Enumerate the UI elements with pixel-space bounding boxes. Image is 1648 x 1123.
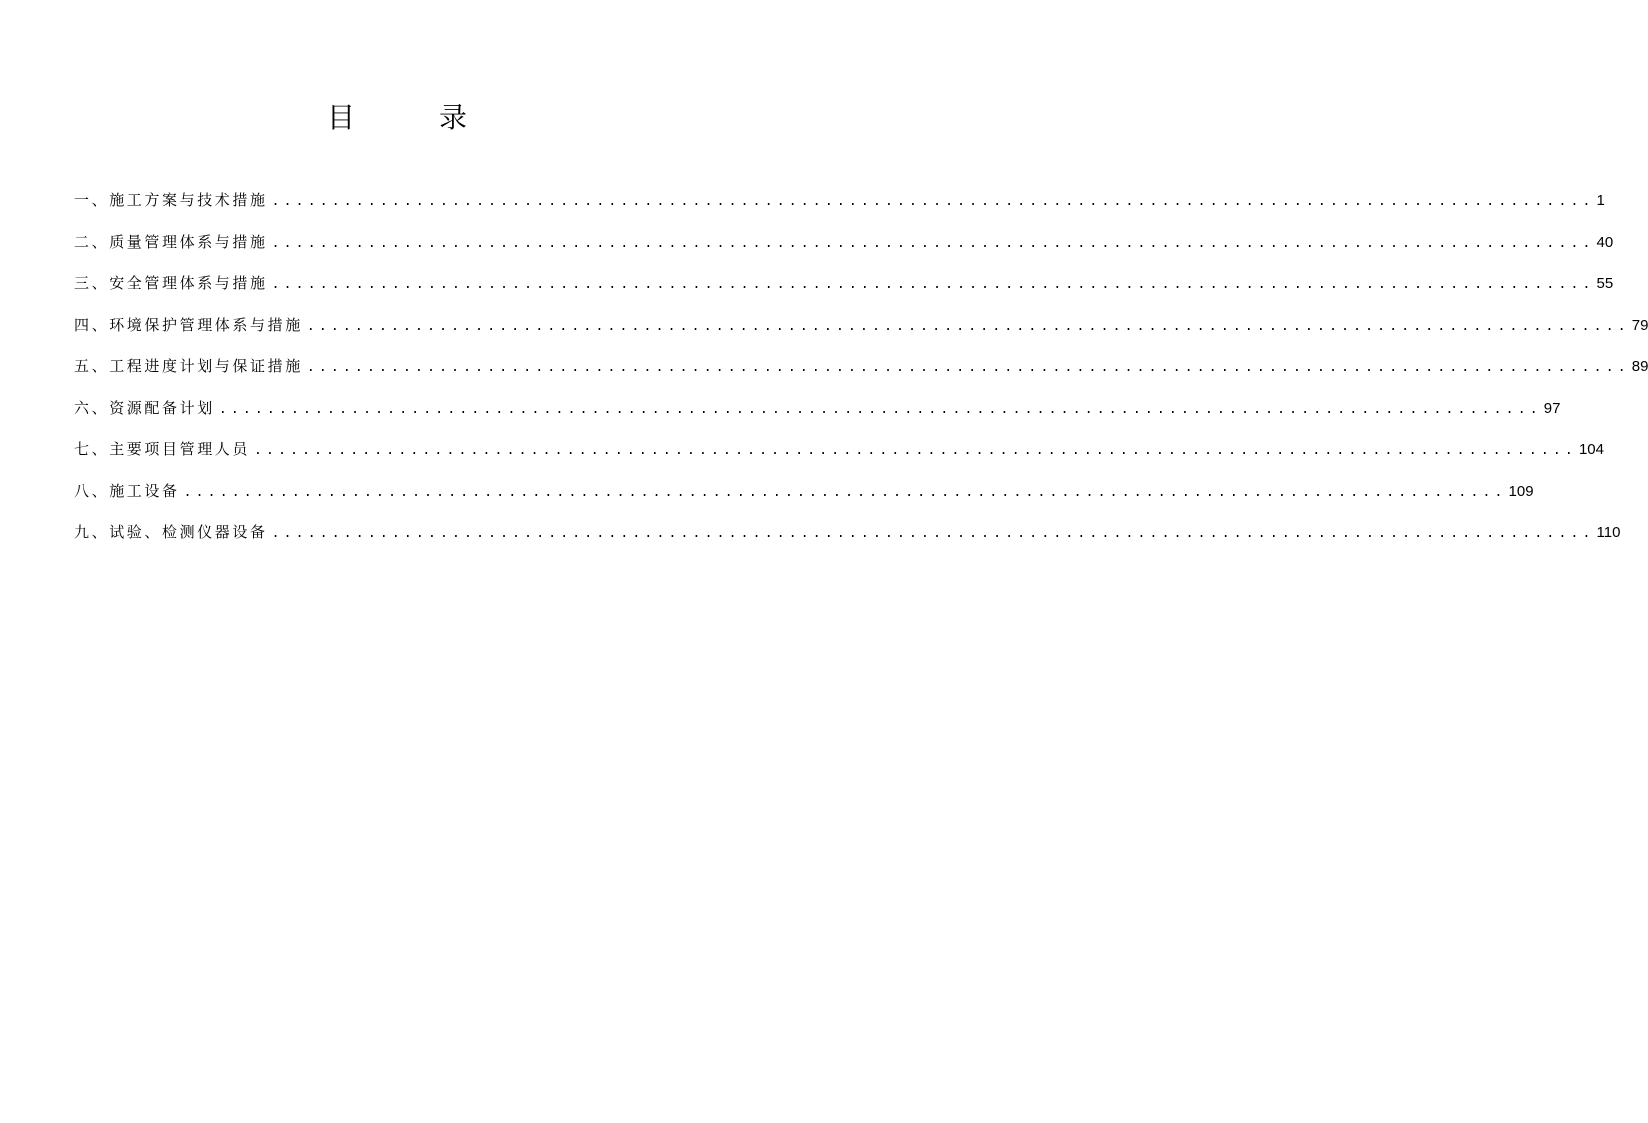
toc-entry-page-number: 104 [1578,441,1604,458]
toc-entry[interactable] [74,228,1614,270]
toc-entry[interactable] [74,518,1621,560]
page-title: 目 录 [326,101,495,134]
toc-entry-page-number: 40 [1596,233,1614,251]
dot-leader: .............................................................................................................. [271,194,1595,209]
toc-entry[interactable] [74,186,1605,228]
toc-entry-label: 三、安全管理体系与措施 [74,274,268,292]
dot-leader: .............................................................................................................. [254,443,1577,458]
toc-entry-page-number: 97 [1543,399,1561,417]
toc-entry-label: 二、质量管理体系与措施 [74,232,268,251]
dot-leader: .............................................................................................................. [306,318,1630,334]
toc-entry-label: 五、工程进度计划与保证措施 [74,357,303,375]
toc-entry[interactable] [74,311,1648,353]
table-of-contents [74,186,1648,560]
toc-entry-label: 六、资源配备计划 [74,398,215,417]
toc-entry-page-number: 55 [1596,275,1614,292]
toc-entry-page-number: 89 [1631,358,1648,375]
dot-leader: .............................................................................................................. [271,277,1595,292]
toc-entry-label: 一、施工方案与技术措施 [74,191,268,209]
toc-entry-label: 九、试验、检测仪器设备 [74,523,268,541]
toc-entry[interactable] [74,477,1534,519]
dot-leader: .............................................................................................................. [271,526,1595,541]
dot-leader: .............................................................................................................. [306,360,1630,375]
toc-entry-page-number: 1 [1596,192,1605,209]
toc-entry-page-number: 109 [1508,482,1534,500]
toc-entry[interactable] [74,352,1648,394]
dot-leader: .............................................................................................................. [271,235,1595,251]
toc-entry-label: 八、施工设备 [74,481,180,500]
toc-entry-label: 四、环境保护管理体系与措施 [74,315,303,334]
toc-entry[interactable] [74,435,1604,477]
dot-leader: .............................................................................................................. [218,401,1542,417]
toc-entry-page-number: 110 [1596,524,1621,541]
toc-entry[interactable] [74,394,1561,436]
toc-entry[interactable] [74,269,1614,311]
dot-leader: .............................................................................................................. [183,484,1507,500]
toc-entry-label: 七、主要项目管理人员 [74,440,251,458]
toc-entry-page-number: 79 [1631,316,1648,334]
